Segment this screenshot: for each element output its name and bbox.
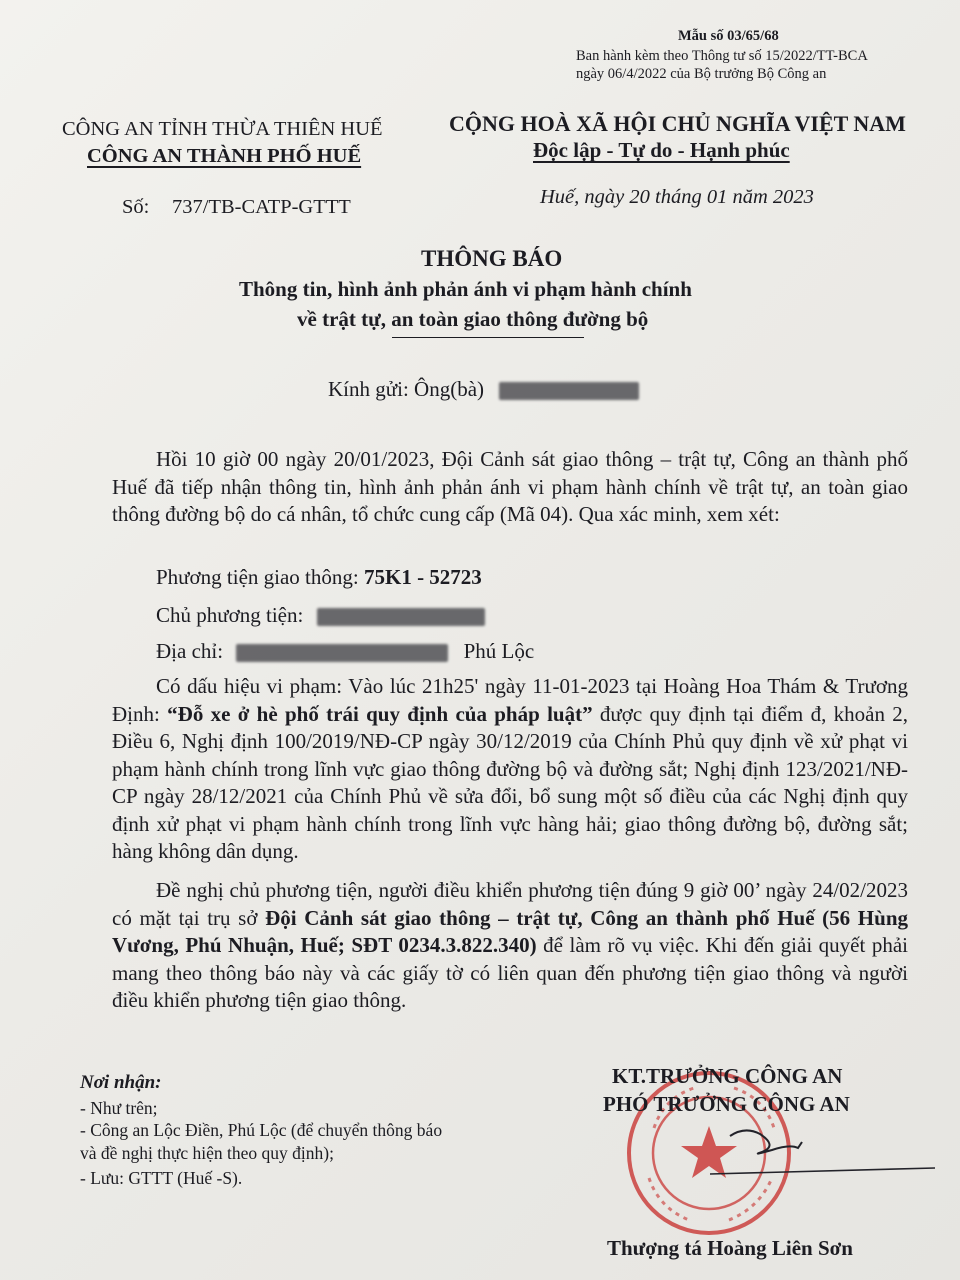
recipients-title: Nơi nhận: xyxy=(80,1072,162,1093)
subject-line2: về trật tự, an toàn giao thông đường bộ xyxy=(297,307,649,331)
request-prefix: Đề nghị chủ phương tiện, người điều khiển phương tiện đúng 9 giờ 00’ ngày 24/02/2023 có mặt tại trụ sở xyxy=(112,878,908,930)
intro-paragraph: Hồi 10 giờ 00 ngày 20/01/2023, Đội Cảnh sát giao thông – trật tự, Công an thành phố Huế đã tiếp nhận thông tin, hình ảnh phản ánh vi phạm hành chính về trật tự, an toàn giao thông đường bộ do cá nhân, tổ chức cung cấp (Mã 04). Qua xác minh, xem xét: xyxy=(112,447,908,526)
form-code: Mẫu số 03/65/68 xyxy=(678,28,779,44)
recipient-item: - Công an Lộc Điền, Phú Lộc (để chuyển thông báo xyxy=(80,1120,443,1140)
recipient-item: - Lưu: GTTT (Huế -S). xyxy=(80,1168,243,1188)
addressee-label: Kính gửi: Ông(bà) xyxy=(328,377,485,401)
request-paragraph xyxy=(112,877,908,1015)
recipient-item: - Như trên; xyxy=(80,1098,158,1118)
recipient-item: và đề nghị thực hiện theo quy định); xyxy=(80,1143,334,1163)
document-number-label: Số: xyxy=(122,196,150,218)
national-motto: Độc lập - Tự do - Hạnh phúc xyxy=(533,138,790,162)
agency-parent: CÔNG AN TỈNH THỪA THIÊN HUẾ xyxy=(62,118,383,140)
document-number: 737/TB-CATP-GTTT xyxy=(172,196,351,218)
address-visible: Phú Lộc xyxy=(463,639,535,663)
signature-title-line2: PHÓ TRƯỞNG CÔNG AN xyxy=(603,1092,850,1116)
address-label: Địa chỉ: xyxy=(156,639,224,663)
title-underline xyxy=(392,337,584,338)
addressee xyxy=(328,377,639,402)
vehicle-plate: 75K1 - 52723 xyxy=(363,565,482,589)
agency-name: CÔNG AN THÀNH PHỐ HUẾ xyxy=(87,145,362,167)
violation-paragraph xyxy=(112,673,908,866)
owner-label: Chủ phương tiện: xyxy=(156,603,304,627)
redacted-address xyxy=(236,644,448,662)
signer-name: Thượng tá Hoàng Liên Sơn xyxy=(607,1236,853,1260)
address-line xyxy=(156,639,534,664)
vehicle-line xyxy=(156,565,482,590)
violation-rest: được quy định tại điểm đ, khoản 2, Điều 6, Nghị định 100/2019/NĐ-CP ngày 30/12/2019 của Chính Phủ quy định về xử phạt vi phạm hành chính trong lĩnh vực giao thông đường bộ và đường sắt; Nghị định 123/2021/NĐ-CP ngày 28/12/2021 của Chính Phủ về sửa đổi, bổ sung một số điều của các Nghị định quy định xử phạt vi phạm hành chính trong lĩnh vực hàng hải; giao thông đường bộ, đường sắt; hàng không dân dụng. xyxy=(112,701,909,863)
owner-line xyxy=(156,603,485,628)
document-date: Huế, ngày 20 tháng 01 năm 2023 xyxy=(540,186,814,208)
redacted-owner xyxy=(317,608,485,626)
form-issued-line2: ngày 06/4/2022 của Bộ trưởng Bộ Công an xyxy=(576,66,827,82)
request-rest: để làm rõ vụ việc. Khi đến giải quyết phải mang theo thông báo này và các giấy tờ có liên quan đến phương tiện giao thông và người điều khiển phương tiện giao thông. xyxy=(112,933,909,1012)
document-type: THÔNG BÁO xyxy=(421,246,563,271)
national-title: CỘNG HOÀ XÃ HỘI CHỦ NGHĨA VIỆT NAM xyxy=(449,111,906,136)
request-place: Đội Cảnh sát giao thông – trật tự, Công an thành phố Huế (56 Hùng Vương, Phú Nhuận, Huế; SĐT 0234.3.822.340) xyxy=(112,905,909,957)
vehicle-label: Phương tiện giao thông: xyxy=(156,565,359,589)
handwritten-signature xyxy=(690,1118,940,1188)
redacted-name xyxy=(499,382,639,400)
signature-title-line1: KT.TRƯỞNG CÔNG AN xyxy=(612,1064,843,1088)
violation-prefix: Có dấu hiệu vi phạm: Vào lúc 21h25' ngày 11-01-2023 tại Hoàng Hoa Thám & Trương Định: xyxy=(112,674,908,726)
form-issued-line1: Ban hành kèm theo Thông tư số 15/2022/TT-BCA xyxy=(576,48,868,64)
violation-name: “Đỗ xe ở hè phố trái quy định của pháp luật” xyxy=(167,701,593,726)
subject-line1: Thông tin, hình ảnh phản ánh vi phạm hành chính xyxy=(239,277,692,301)
